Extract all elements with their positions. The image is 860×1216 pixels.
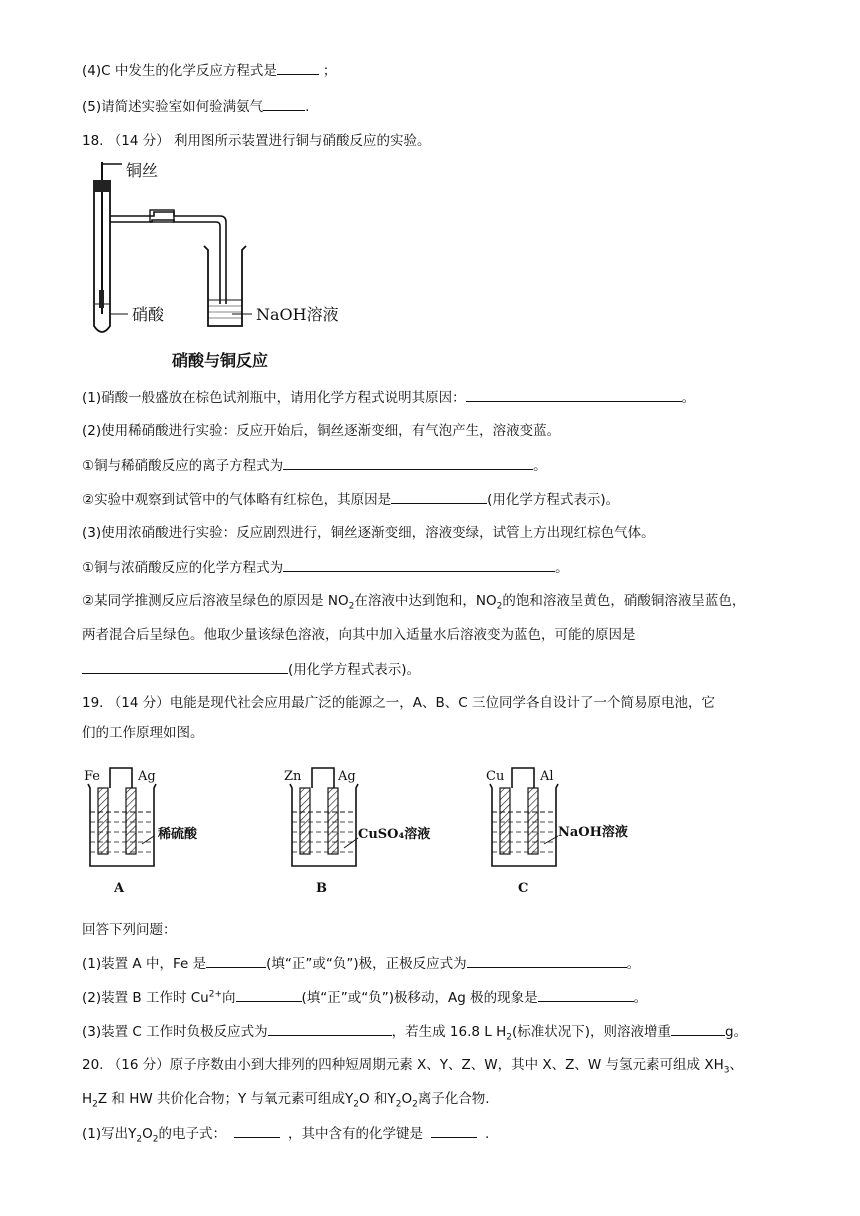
- q18-part3-2-line3: [82, 659, 420, 680]
- q18-heading: 18. （14 分） 利用图所示装置进行铜与硝酸反应的实验。: [82, 133, 431, 149]
- q18-part3-2-text-a: ②某同学推测反应后溶液呈绿色的原因是 NO: [82, 593, 349, 609]
- q20-line2-text-c: O 和Y: [359, 1091, 396, 1107]
- answer-blank[interactable]: [236, 987, 302, 1002]
- q17-part5: [82, 96, 309, 117]
- q20-part1-text-d: ，其中含有的化学键是: [287, 1126, 423, 1142]
- answer-blank[interactable]: [206, 953, 266, 968]
- electrode-right: [528, 788, 538, 854]
- cell-label: A: [114, 881, 125, 896]
- answer-blank[interactable]: [466, 387, 682, 402]
- subscript: 2: [353, 1099, 360, 1110]
- naoh-label: NaOH溶液: [256, 305, 339, 324]
- answer-blank[interactable]: [283, 455, 533, 470]
- answer-blank[interactable]: [538, 987, 634, 1002]
- q18-part3-2-text-c: 的饱和溶液呈黄色，硝酸铜溶液呈蓝色，: [502, 593, 746, 609]
- q19-heading-line2: 们的工作原理如图。: [82, 725, 204, 741]
- q18-part2: (2)使用稀硝酸进行实验：反应开始后，铜丝逐渐变细，有气泡产生，溶液变蓝。: [82, 423, 561, 439]
- solution-label: CuSO₄溶液: [358, 827, 431, 842]
- q20-heading: [82, 1055, 743, 1075]
- q18-part3-2: [82, 591, 745, 611]
- solution-label: NaOH溶液: [558, 825, 628, 840]
- nitric-acid-label: 硝酸: [132, 305, 165, 324]
- q17-part5-text: (5)请简述实验室如何验满氨气: [82, 99, 264, 115]
- q20-part1: [82, 1123, 489, 1144]
- galvanic-cell-c: [484, 766, 644, 900]
- electrode-left: [98, 788, 108, 854]
- q19-part1-text-b: (填“正”或“负”)极，正极反应式为: [266, 956, 467, 972]
- q18-part2-1: [82, 455, 547, 476]
- q20-line2-text-e: 离子化合物.: [417, 1091, 490, 1107]
- q19-part2-text-a: (2)装置 B 工作时 Cu: [82, 990, 209, 1006]
- copper-wire-label: 铜丝: [126, 161, 159, 180]
- q18-part3-2-text-b: 在溶液中达到饱和，NO: [354, 593, 497, 609]
- answer-blank[interactable]: [263, 96, 305, 111]
- subscript: 2: [92, 1099, 98, 1110]
- electrode-right-label: Ag: [338, 769, 356, 784]
- q19-part1: [82, 953, 640, 974]
- answer-blank[interactable]: [277, 60, 319, 75]
- answer-blank[interactable]: [234, 1123, 280, 1138]
- q20-part1-text-b: O: [142, 1126, 153, 1142]
- q19-part3-text-b: ，若生成 16.8 L H: [391, 1024, 507, 1040]
- q19-part2-text-b: 向: [222, 990, 236, 1006]
- q20-part1-text-c: 的电子式：: [158, 1126, 226, 1142]
- q18-part3: (3)使用浓硝酸进行实验：反应剧烈进行，铜丝逐渐变细，溶液变绿，试管上方出现红棕色气体。: [82, 525, 655, 541]
- answer-blank[interactable]: [431, 1123, 477, 1138]
- subscript: 2: [152, 1134, 159, 1145]
- q20-line2-text-d: O: [401, 1091, 413, 1107]
- q17-part4-end: ；: [322, 63, 337, 79]
- q20-part1-end: .: [484, 1126, 490, 1142]
- subscript: 2: [348, 601, 355, 612]
- q19-part3-text-a: (3)装置 C 工作时负极反应式为: [82, 1024, 268, 1040]
- stopper: [93, 180, 111, 192]
- q18-part1-end: 。: [681, 390, 696, 406]
- electrode-left-label: Cu: [486, 769, 505, 784]
- galvanic-cell-a: [82, 766, 222, 900]
- q17-part4: [82, 60, 336, 81]
- figure-caption: 硝酸与铜反应: [172, 351, 269, 370]
- electrode-right: [126, 788, 136, 854]
- q19-part1-end: 。: [626, 956, 641, 972]
- electrode-right-label: Ag: [138, 769, 156, 784]
- q20-heading-text: 20. （16 分）原子序数由小到大排列的四种短周期元素 X、Y、Z、W，其中 X、Z、W 与氢元素可组成 XH: [82, 1057, 724, 1073]
- q19-part2-text-c: (填“正”或“负”)极移动，Ag 极的现象是: [301, 990, 538, 1006]
- q19-part3-text-c: (标准状况下)，则溶液增重: [511, 1024, 672, 1040]
- subscript: 2: [506, 1032, 512, 1043]
- q18-part1: [82, 387, 695, 408]
- q17-part4-text: (4)C 中发生的化学反应方程式是: [82, 63, 277, 79]
- q18-part3-1-text: ①铜与浓硝酸反应的化学方程式为: [82, 560, 284, 576]
- answer-blank[interactable]: [671, 1021, 725, 1036]
- q20-line2-text-b: Z 和 HW 共价化合物；Y 与氧元素可组成Y: [97, 1091, 354, 1107]
- q18-part3-2-line2: 两者混合后呈绿色。他取少量该绿色溶液，向其中加入适量水后溶液变为蓝色，可能的原因是: [82, 627, 636, 643]
- subscript: 2: [496, 601, 503, 612]
- q19-part1-text-a: (1)装置 A 中，Fe 是: [82, 956, 207, 972]
- q18-part3-2-end: (用化学方程式表示)。: [288, 662, 421, 678]
- answer-blank[interactable]: [467, 953, 627, 968]
- q18-part2-1-end: 。: [533, 458, 547, 474]
- subscript: 2: [395, 1099, 402, 1110]
- cell-label: B: [316, 881, 327, 896]
- q17-part5-end: .: [305, 99, 310, 115]
- q20-line2-text-a: H: [82, 1091, 93, 1107]
- q20-part1-text-a: (1)写出Y: [82, 1126, 137, 1142]
- q18-part3-1-end: 。: [555, 560, 569, 576]
- galvanic-cell-b: [284, 766, 444, 900]
- subscript: 2: [136, 1134, 143, 1145]
- cell-label: C: [518, 881, 529, 896]
- answer-blank[interactable]: [82, 659, 288, 674]
- q18-part2-2-text: ②实验中观察到试管中的气体略有红棕色，其原因是: [82, 492, 392, 508]
- answer-blank[interactable]: [391, 489, 487, 504]
- superscript: 2+: [208, 989, 223, 1000]
- electrode-right: [328, 788, 338, 854]
- q18-part2-2: [82, 489, 619, 510]
- q20-heading-line2: [82, 1089, 490, 1109]
- q19-heading: 19. （14 分）电能是现代社会应用最广泛的能源之一，A、B、C 三位同学各自设计了一个简易原电池，它: [82, 695, 715, 711]
- answer-blank[interactable]: [283, 557, 555, 572]
- answer-blank[interactable]: [268, 1021, 392, 1036]
- q19-part2-end: 。: [633, 990, 648, 1006]
- q19-part3: [82, 1021, 747, 1042]
- q19-part3-end: g。: [725, 1024, 748, 1040]
- electrode-left: [500, 788, 510, 854]
- q20-heading-end: 、: [729, 1057, 743, 1073]
- electrode-right-label: Al: [540, 769, 554, 784]
- electrode-left-label: Zn: [284, 769, 302, 784]
- q19-answer-intro: 回答下列问题：: [82, 922, 177, 938]
- q18-part2-1-text: ①铜与稀硝酸反应的离子方程式为: [82, 458, 284, 474]
- q18-part3-1: [82, 557, 569, 578]
- subscript: 3: [723, 1065, 730, 1076]
- solution-label: 稀硫酸: [158, 827, 198, 842]
- nitric-acid-copper-figure: [84, 154, 374, 376]
- subscript: 2: [412, 1099, 418, 1110]
- electrode-left: [300, 788, 310, 854]
- q18-part1-text: (1)硝酸一般盛放在棕色试剂瓶中，请用化学方程式说明其原因：: [82, 390, 466, 406]
- q19-part2: [82, 987, 647, 1008]
- q18-part2-2-end: (用化学方程式表示)。: [487, 492, 620, 508]
- electrode-left-label: Fe: [84, 769, 101, 784]
